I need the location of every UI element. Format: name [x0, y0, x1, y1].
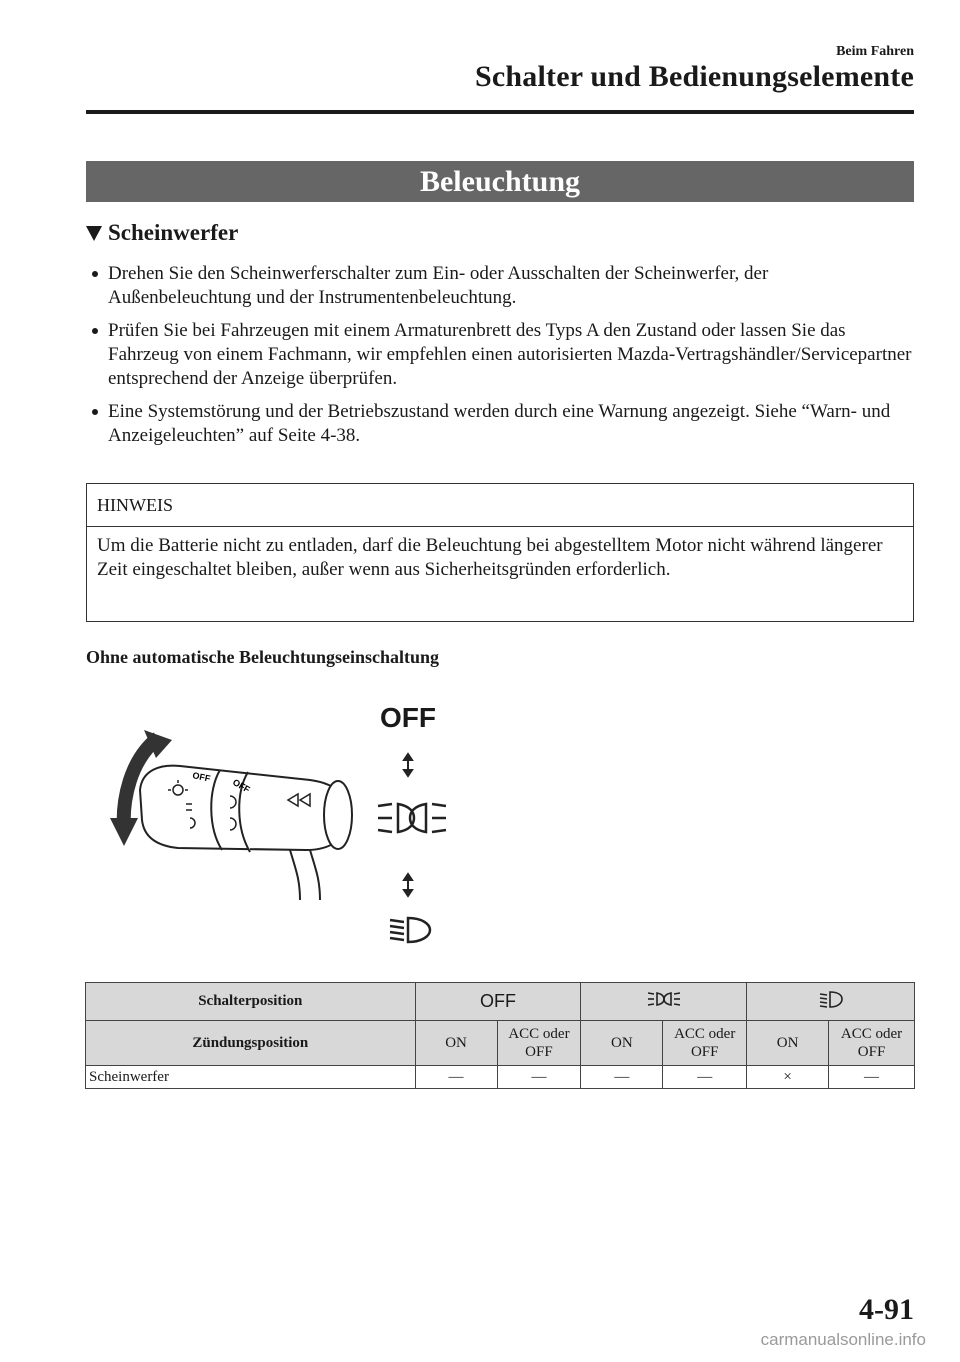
table-cell: OFF	[415, 983, 581, 1021]
table-row	[86, 1021, 915, 1066]
table-cell: Zündungsposition	[86, 1021, 416, 1066]
chapter-title: Beim Fahren	[836, 44, 914, 59]
bullet-text: Prüfen Sie bei Fahrzeugen mit einem Armaturenbrett des Typs A den Zustand oder lassen Sie das Fahrzeug von einem Fachmann, wir empfehlen einen autorisierten Mazda-Vertragshändler/Servicepartner entsprechend der Anzeige überprüfen.	[108, 320, 912, 389]
triangle-marker-icon	[86, 226, 102, 241]
table-cell: ×	[747, 1066, 829, 1089]
watermark: carmanualsonline.info	[760, 1330, 926, 1349]
list-item	[90, 319, 914, 391]
table-cell: —	[663, 1066, 747, 1089]
table-cell: —	[581, 1066, 663, 1089]
low-beam-headlight-icon	[819, 989, 843, 1009]
bullet-text: Drehen Sie den Scheinwerferschalter zum Ein- oder Ausschalten der Scheinwerfer, der Außenbeleuchtung und der Instrumentenbeleuchtung.	[108, 263, 769, 308]
table-cell: ACC oder OFF	[663, 1021, 747, 1066]
section-title: Schalter und Bedienungselemente	[474, 60, 914, 93]
note-title: HINWEIS	[87, 484, 913, 527]
note-text: Um die Batterie nicht zu entladen, darf die Beleuchtung bei abgestelltem Motor nicht während längerer Zeit eingeschaltet bleiben, außer wenn aus Sicherheitsgründen erforderlich.	[97, 535, 883, 580]
updown-arrow-icon	[404, 874, 412, 896]
table-cell: ACC oder OFF	[829, 1021, 915, 1066]
table-cell: Schalterposition	[86, 983, 416, 1021]
header-rule	[86, 110, 914, 114]
list-item	[90, 262, 914, 310]
table-cell: ON	[415, 1021, 497, 1066]
bullet-dot-icon	[92, 328, 98, 334]
lever-label: OFF	[231, 777, 252, 795]
headlight-switch-figure	[100, 700, 460, 960]
table-cell	[581, 983, 747, 1021]
section-banner: Beleuchtung	[86, 161, 914, 202]
switch-position-table	[85, 982, 915, 1089]
figure-caption: Ohne automatische Beleuchtungseinschaltung	[86, 647, 440, 667]
parking-light-icon	[378, 804, 446, 832]
table-row	[86, 983, 915, 1021]
position-off-label: OFF	[380, 702, 436, 733]
bullet-list	[90, 262, 914, 457]
bullet-dot-icon	[92, 271, 98, 277]
subheading-text: Scheinwerfer	[108, 220, 239, 245]
table-row	[86, 1066, 915, 1089]
updown-arrow-icon	[404, 754, 412, 776]
table-cell: ON	[581, 1021, 663, 1066]
table-cell: —	[497, 1066, 581, 1089]
subheading	[86, 220, 238, 246]
list-item	[90, 400, 914, 448]
parking-light-icon	[646, 989, 682, 1009]
note-box	[86, 483, 914, 622]
table-cell: ACC oder OFF	[497, 1021, 581, 1066]
table-cell: ON	[747, 1021, 829, 1066]
bullet-text: Eine Systemstörung und der Betriebszustand werden durch eine Warnung angezeigt. Siehe “Warn- und Anzeigeleuchten” auf Seite 4-38.	[108, 401, 891, 446]
table-cell	[747, 983, 915, 1021]
table-cell: Scheinwerfer	[86, 1066, 416, 1089]
table-cell: —	[415, 1066, 497, 1089]
lever-label: OFF	[191, 770, 212, 784]
bullet-dot-icon	[92, 409, 98, 415]
low-beam-headlight-icon	[390, 918, 430, 942]
page-number: 4-91	[859, 1293, 914, 1326]
table-cell: —	[829, 1066, 915, 1089]
